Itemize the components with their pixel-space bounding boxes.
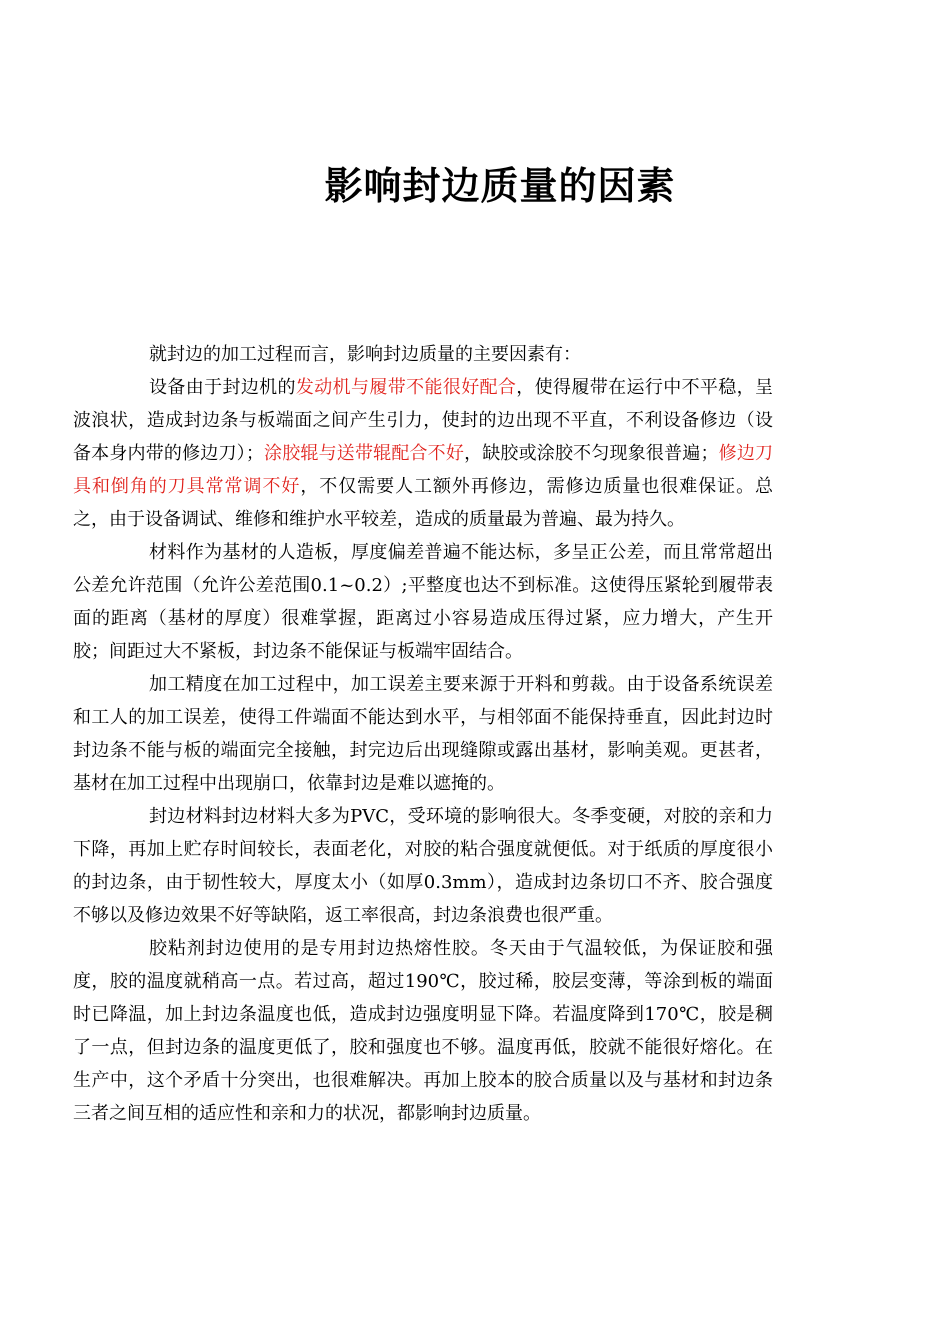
paragraph-edge-material: 封边材料封边材料大多为PVC，受环境的影响很大。冬季变硬，对胶的亲和力下降，再加上贮存时间较长，表面老化，对胶的粘合强度就便低。对于纸质的厚度很小的封边条，由于韧性较大，厚度太小（如厚0.3mm），造成封边条切口不齐、胶合强度不够以及修边效果不好等缺陷，返工率很高，封边条浪费也很严重。	[73, 806, 773, 926]
paragraph-precision: 加工精度在加工过程中，加工误差主要来源于开料和剪裁。由于设备系统误差和工人的加工误差，使得工件端面不能达到水平，与相邻面不能保持垂直，因此封边时封边条不能与板的端面完全接触，封完边后出现缝隙或露出基材，影响美观。更甚者，基材在加工过程中出现崩口，依靠封边是难以遮掩的。	[73, 674, 773, 794]
equipment-highlight-trimming-tool: 修边刀具和倒角的刀具常常调不好	[73, 443, 774, 497]
document-body	[73, 338, 773, 1130]
equipment-highlight-glue-roller: 涂胶辊与送带辊配合不好	[263, 443, 465, 464]
equipment-text-1: 设备由于封边机的	[149, 377, 296, 398]
equipment-highlight-motor-track: 发动机与履带不能很好配合	[295, 377, 517, 398]
paragraph-intro: 就封边的加工过程而言，影响封边质量的主要因素有：	[149, 344, 581, 365]
document-title: 影响封边质量的因素	[324, 164, 676, 208]
paragraph-material: 材料作为基材的人造板，厚度偏差普遍不能达标，多呈正公差，而且常常超出公差允许范围（允许公差范围0.1~0.2）;平整度也达不到标准。这使得压紧轮到履带表面的距离（基材的厚度）很难掌握，距离过小容易造成压得过紧，应力增大，产生开胶；间距过大不紧板，封边条不能保证与板端牢固结合。	[73, 542, 773, 662]
equipment-text-2: ，使得履带在运行中不平稳，呈波浪状，造成封边条与板端面之间产生引力，使封的边出现不平直，不利设备修边（设备本身内带的修边刀）；	[73, 377, 774, 464]
equipment-text-3: ，缺胶或涂胶不匀现象很普遍；	[464, 443, 719, 464]
paragraph-adhesive: 胶粘剂封边使用的是专用封边热熔性胶。冬天由于气温较低，为保证胶和强度，胶的温度就稍高一点。若过高，超过190℃，胶过稀，胶层变薄，等涂到板的端面时已降温，加上封边条温度也低，造成封边强度明显下降。若温度降到170℃，胶是稠了一点，但封边条的温度更低了，胶和强度也不够。温度再低，胶就不能很好熔化。在生产中，这个矛盾十分突出，也很难解决。再加上胶本的胶合质量以及与基材和封边条三者之间互相的适应性和亲和力的状况，都影响封边质量。	[73, 938, 773, 1124]
equipment-text-4: ，不仅需要人工额外再修边，需修边质量也很难保证。总之，由于设备调试、维修和维护水平较差，造成的质量最为普遍、最为持久。	[73, 476, 774, 530]
paragraph-equipment	[73, 371, 773, 536]
